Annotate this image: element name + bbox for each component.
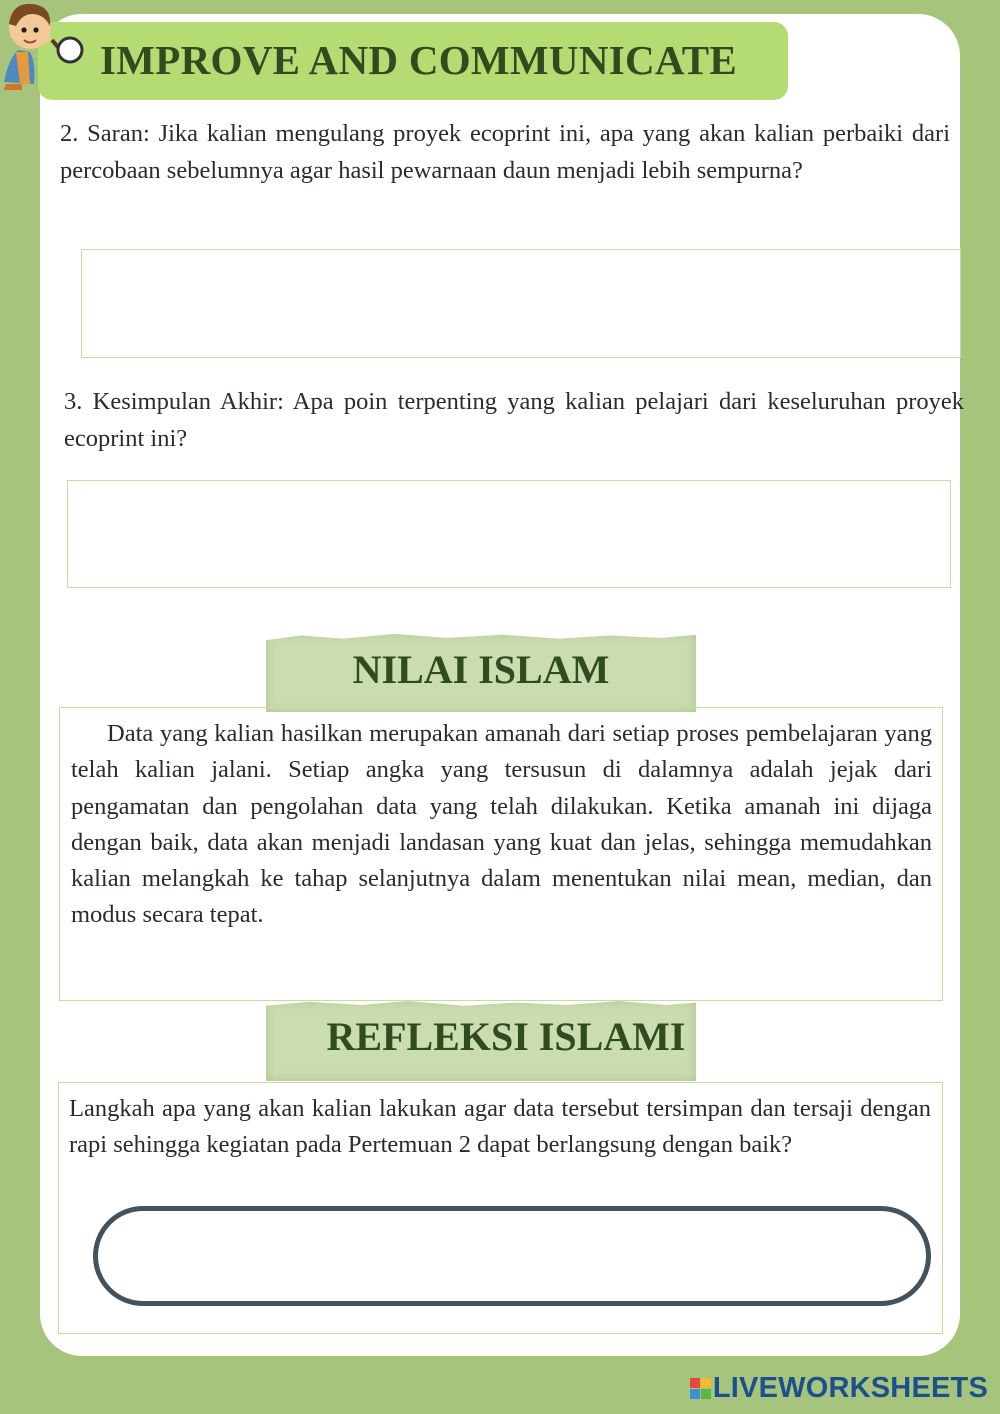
refleksi-answer-input[interactable]	[93, 1206, 931, 1306]
refleksi-islami-title: REFLEKSI ISLAMI	[326, 1014, 686, 1059]
liveworksheets-grid-icon	[690, 1378, 711, 1399]
nilai-islam-title: NILAI ISLAM	[352, 647, 610, 692]
page-title: IMPROVE AND COMMUNICATE	[100, 37, 738, 83]
question-3-text: 3. Kesimpulan Akhir: Apa poin terpenting yang kalian pelajari dari keseluruhan proyek ecoprint ini?	[64, 388, 964, 452]
liveworksheets-logo	[690, 1372, 988, 1405]
nilai-islam-paragraph: Data yang kalian hasilkan merupakan amanah dari setiap proses pembelajaran yang telah kalian jalani. Setiap angka yang tersusun di dalamnya adalah jejak dari pengamatan dan pengolahan data yang telah dilakukan. Ketika amanah ini dijaga dengan baik, data akan menjadi landasan yang kuat dan jelas, sehingga memudahkan kalian melangkah ke tahap selanjutnya dalam menentukan nilai mean, median, dan modus secara tepat.	[71, 720, 932, 929]
question-2-answer-box[interactable]	[81, 249, 961, 358]
liveworksheets-logo-text: LIVEWORKSHEETS	[712, 1372, 988, 1404]
question-2-text: 2. Saran: Jika kalian mengulang proyek ecoprint ini, apa yang akan kalian perbaiki dari percobaan sebelumnya agar hasil pewarnaan daun menjadi lebih sempurna?	[60, 120, 950, 184]
detective-boy-icon	[0, 0, 88, 96]
question-3-answer-box[interactable]	[67, 480, 951, 588]
refleksi-islami-question: Langkah apa yang akan kalian lakukan agar data tersebut tersimpan dan tersaji dengan rapi sehingga kegiatan pada Pertemuan 2 dapat berlangsung dengan baik?	[69, 1095, 931, 1159]
